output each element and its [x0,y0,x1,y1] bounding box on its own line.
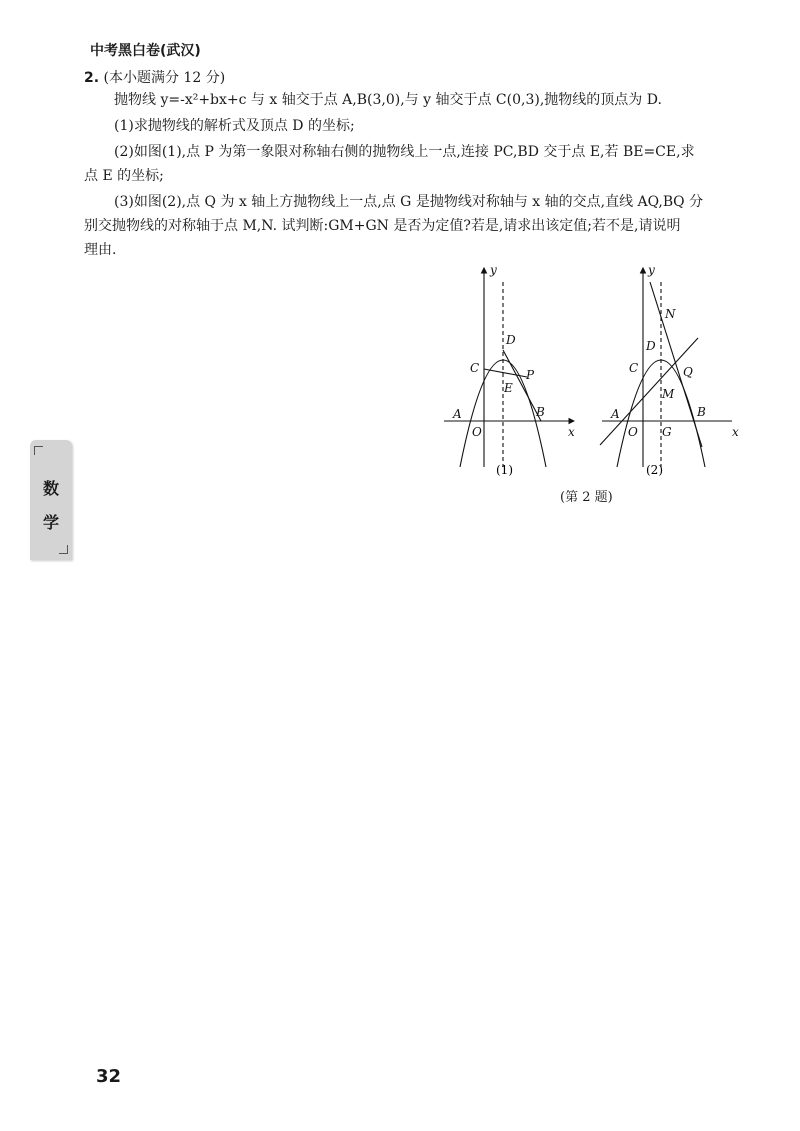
segment-pc [484,369,527,377]
label-b: B [697,405,706,419]
label-o: O [628,425,638,439]
figure-caption: (第 2 题) [560,490,613,505]
page-number: 32 [96,1066,122,1087]
label-q: Q [683,365,693,379]
score-note: (本小题满分 12 分) [103,70,226,86]
subject-char: 数 [42,479,59,498]
question-text-line: (3)如图(2),点 Q 为 x 轴上方抛物线上一点,点 G 是抛物线对称轴与 x 轴的交点,直线 AQ,BQ 分 [114,194,704,210]
question-text-line: (2)如图(1),点 P 为第一象限对称轴右侧的抛物线上一点,连接 PC,BD 交于点 E,若 BE=CE,求 [114,144,695,160]
subject-tab [30,440,72,560]
book-title: 中考黑白卷(武汉) [90,43,201,59]
label-x: x [732,425,739,439]
label-c: C [629,361,639,375]
line-aq [600,338,698,445]
subject-char: 学 [42,513,59,532]
figure-1-labels [452,263,575,439]
question-text-line: (1)求抛物线的解析式及顶点 D 的坐标; [114,118,355,134]
figure-2-caption: (2) [646,463,663,477]
label-d: D [506,333,516,347]
label-y: y [490,263,497,277]
label-a: A [453,407,462,421]
corner-mark [59,545,68,554]
figure-1 [444,268,574,467]
question-number: 2. [84,70,100,86]
line-bq [650,282,702,447]
label-d: D [646,339,656,353]
label-b: B [536,405,545,419]
question-text-line: 抛物线 y=-x²+bx+c 与 x 轴交于点 A,B(3,0),与 y 轴交于点 C(0,3),抛物线的顶点为 D. [114,92,662,108]
corner-mark [34,446,43,455]
question-text-line: 点 E 的坐标; [84,168,164,184]
question-text-line: 别交抛物线的对称轴于点 M,N. 试判断:GM+GN 是否为定值?若是,请求出该定值;若不是,请说明 [84,218,681,234]
label-a: A [611,407,620,421]
label-x: x [568,425,575,439]
label-c: C [470,361,480,375]
label-p: P [526,368,535,382]
label-n: N [665,307,676,321]
label-y: y [648,263,655,277]
figure-1-caption: (1) [496,463,513,477]
question-heading [84,67,225,87]
label-e: E [504,381,513,395]
label-o: O [472,425,482,439]
label-m: M [662,387,675,401]
question-text-line: 理由. [84,242,117,258]
geometry-figure [440,262,740,482]
label-g: G [662,425,672,439]
